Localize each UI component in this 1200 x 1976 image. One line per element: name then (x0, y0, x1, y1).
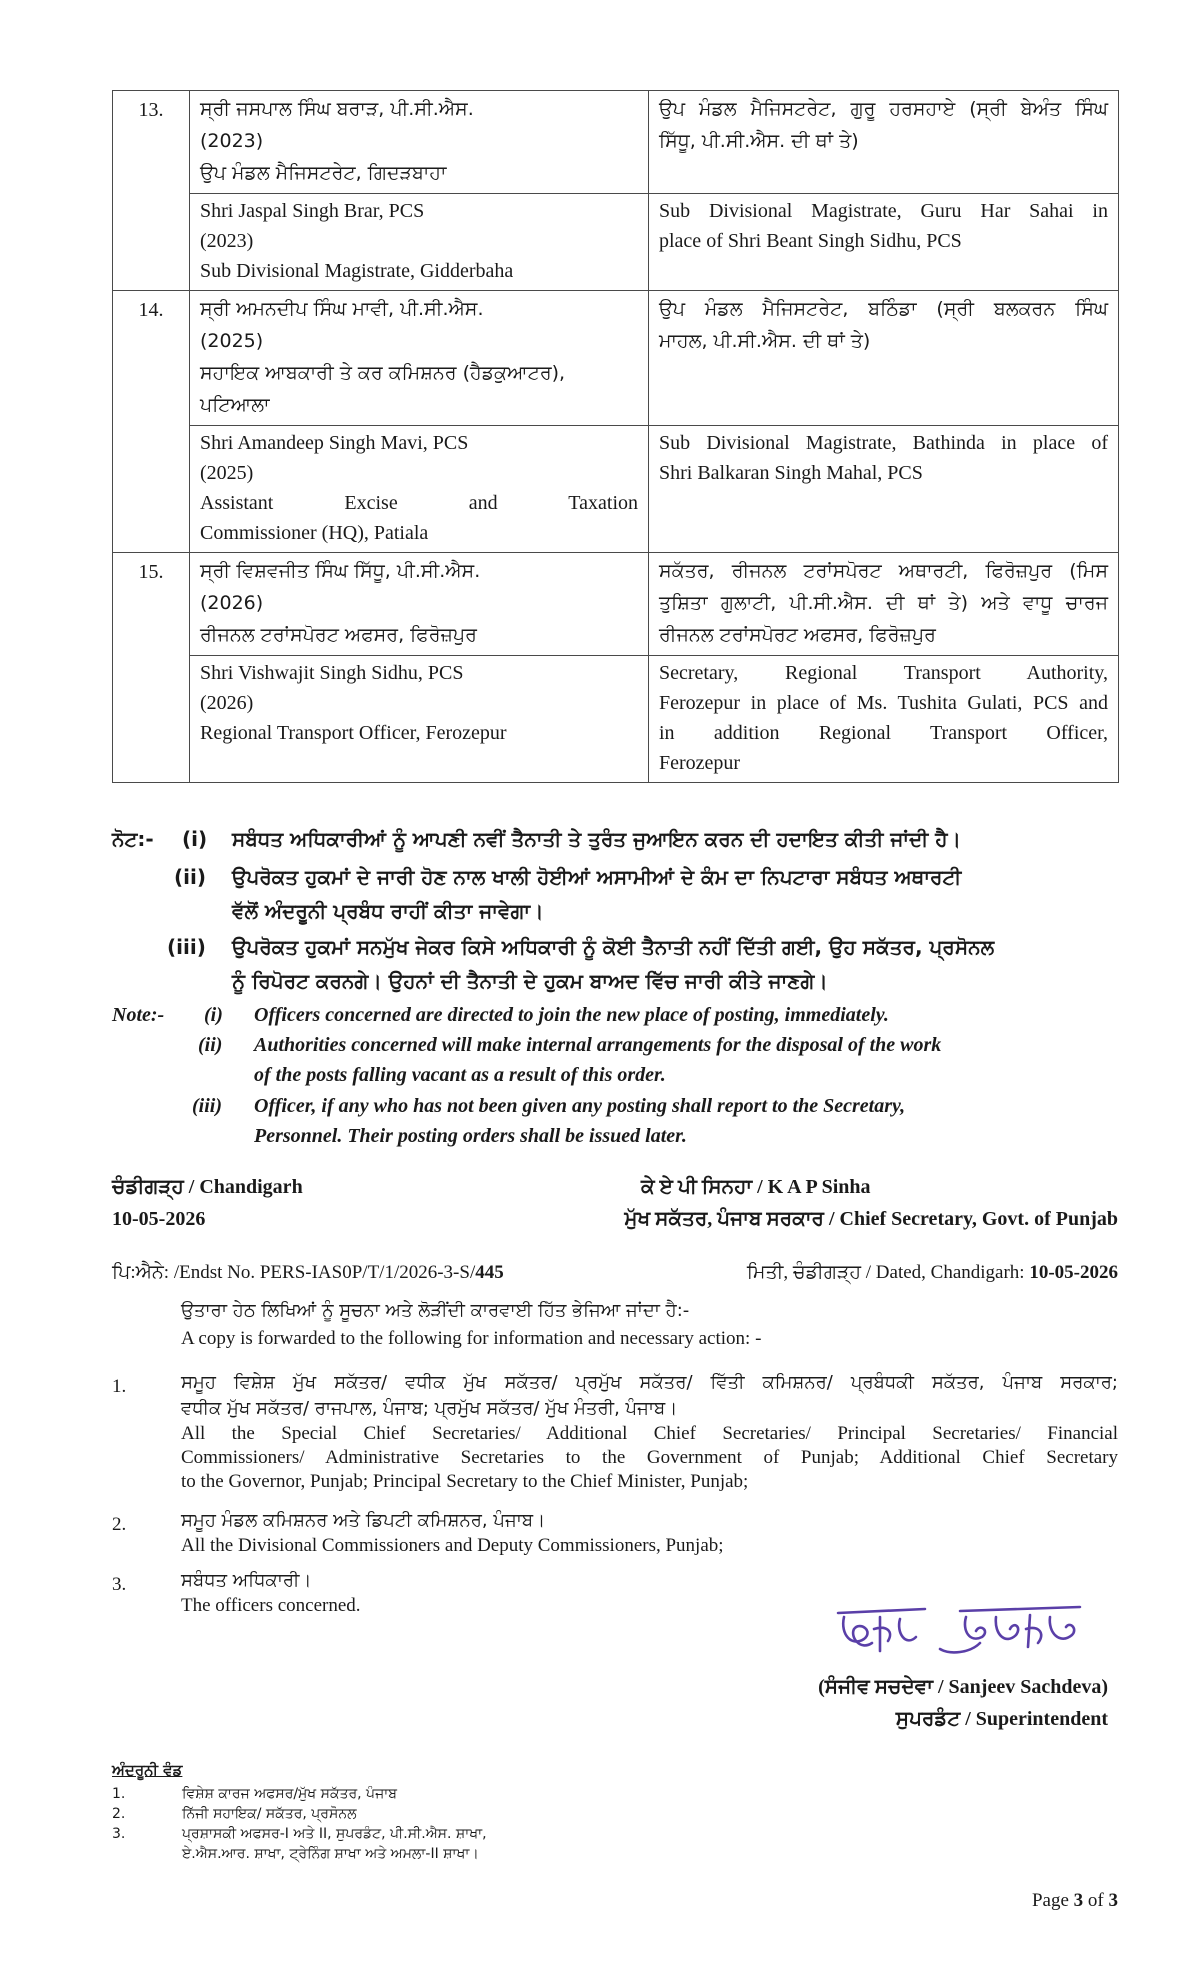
superintendent-designation: ਸੁਪਰਡੰਟ / Superintendent (895, 1708, 1108, 1730)
internal-item-number: 3. (112, 1826, 126, 1842)
text-line: Regional Transport Officer, Ferozepur (200, 722, 507, 744)
recipient-item (181, 1370, 1118, 1494)
note-number: (ii) (174, 865, 206, 889)
note-label: ਨੋਟ:- (112, 827, 154, 851)
notes-punjabi (112, 822, 1118, 992)
internal-item-text: ਵਿਸ਼ੇਸ਼ ਕਾਰਜ ਅਫਸਰ/ਮੁੱਖ ਸਕੱਤਰ, ਪੰਜਾਬ (182, 1786, 397, 1802)
recipient-number: 3. (112, 1574, 127, 1595)
note-text: of the posts falling vacant as a result of this order. (254, 1064, 666, 1086)
new-posting-punjabi (649, 553, 1119, 656)
text-line: Shri Jaspal Singh Brar, PCS (200, 200, 425, 222)
officer-name-english (190, 426, 649, 553)
note-number: (ii) (198, 1034, 223, 1056)
new-posting-punjabi (649, 291, 1119, 426)
page-number: Page 3 of 3 (1031, 1890, 1118, 1911)
officer-name-punjabi (190, 553, 649, 656)
text-line: ਤੁਸ਼ਿਤਾ ਗੁਲਾਟੀ, ਪੀ.ਸੀ.ਐਸ. ਦੀ ਥਾਂ ਤੇ) ਅਤੇ ਵਾਧੂ ਚਾਰਜ (659, 592, 1108, 614)
posting-serial-number: 15. (113, 553, 190, 783)
recipient-punjabi-line: ਸਮੂਹ ਵਿਸ਼ੇਸ਼ ਮੁੱਖ ਸਕੱਤਰ/ ਵਧੀਕ ਮੁੱਖ ਸਕੱਤਰ/ ਪ੍ਰਮੁੱਖ ਸਕੱਤਰ/ ਵਿੱਤੀ ਕਮਿਸ਼ਨਰ/ ਪ੍ਰਬੰਧਕੀ ਸਕੱਤਰ, ਪੰਜਾਬ ਸਰਕਾਰ; (181, 1372, 1118, 1393)
recipient-english-line: All the Divisional Commissioners and Deputy Commissioners, Punjab; (181, 1535, 724, 1556)
text-line: ਉਪ ਮੰਡਲ ਮੈਜਿਸਟਰੇਟ, ਬਠਿੰਡਾ (ਸ੍ਰੀ ਬਲਕਰਨ ਸਿੰਘ (659, 298, 1108, 320)
officer-name-punjabi (190, 291, 649, 426)
note-text: ਸਬੰਧਤ ਅਧਿਕਾਰੀਆਂ ਨੂੰ ਆਪਣੀ ਨਵੀਂ ਤੈਨਾਤੀ ਤੇ ਤੁਰੰਤ ਜੁਆਇਨ ਕਰਨ ਦੀ ਹਦਾਇਤ ਕੀਤੀ ਜਾਂਦੀ ਹੈ। (232, 827, 962, 851)
recipient-number: 1. (112, 1376, 127, 1397)
internal-item-text: ਪ੍ਰਸ਼ਾਸਕੀ ਅਫਸਰ-I ਅਤੇ II, ਸੁਪਰਡੰਟ, ਪੀ.ਸੀ.ਐਸ. ਸ਼ਾਖਾ, (182, 1826, 487, 1842)
endorsement-date: ਮਿਤੀ, ਚੰਡੀਗੜ੍ਹ / Dated, Chandigarh: 10-05-2026 (746, 1262, 1118, 1283)
forward-punjabi: ਉਤਾਰਾ ਹੇਠ ਲਿਖਿਆਂ ਨੂੰ ਸੂਚਨਾ ਅਤੇ ਲੋੜੀਂਦੀ ਕਾਰਵਾਈ ਹਿੱਤ ਭੇਜਿਆ ਜਾਂਦਾ ਹੈ:- (181, 1300, 690, 1321)
text-line: place of Shri Beant Singh Sidhu, PCS (659, 230, 962, 252)
text-line: ਸ੍ਰੀ ਵਿਸ਼ਵਜੀਤ ਸਿੰਘ ਸਿੱਧੂ, ਪੀ.ਸੀ.ਐਸ. (200, 560, 481, 582)
posting-row-english (113, 194, 1119, 291)
text-line: ਪਟਿਆਲਾ (200, 394, 270, 416)
text-line: Sub Divisional Magistrate, Guru Har Sahai in (659, 200, 1108, 222)
signoff-date: 10-05-2026 (112, 1208, 206, 1230)
signoff-designation: ਮੁੱਖ ਸਕੱਤਰ, ਪੰਜਾਬ ਸਰਕਾਰ / Chief Secretary, Govt. of Punjab (624, 1208, 1118, 1230)
note-text: ਉਪਰੋਕਤ ਹੁਕਮਾਂ ਦੇ ਜਾਰੀ ਹੋਣ ਨਾਲ ਖਾਲੀ ਹੋਈਆਂ ਅਸਾਮੀਆਂ ਦੇ ਕੰਮ ਦਾ ਨਿਪਟਾਰਾ ਸਬੰਧਤ ਅਥਾਰਟੀ (232, 865, 962, 889)
note-number: (i) (204, 1004, 223, 1026)
text-line: ਸਹਾਇਕ ਆਬਕਾਰੀ ਤੇ ਕਰ ਕਮਿਸ਼ਨਰ (ਹੈਡਕੁਆਟਰ), (200, 362, 566, 384)
internal-distribution-item (112, 1784, 712, 1804)
postings-table (112, 90, 1119, 783)
posting-serial-number: 14. (113, 291, 190, 553)
text-line: Shri Balkaran Singh Mahal, PCS (659, 462, 923, 484)
new-posting-english (649, 194, 1119, 291)
endorsement-number: ਪਿ:ਐਨੇ: /Endst No. PERS-IAS0P/T/1/2026-3-S/445 (112, 1262, 504, 1283)
posting-row-punjabi (113, 553, 1119, 656)
recipient-item (181, 1508, 1118, 1558)
note-label: Note:- (112, 1004, 165, 1026)
text-line: in addition Regional Transport Officer, (659, 722, 1108, 744)
posting-row-punjabi (113, 291, 1119, 426)
new-posting-english (649, 426, 1119, 553)
posting-serial-number: 13. (113, 91, 190, 291)
new-posting-punjabi (649, 91, 1119, 194)
text-line: ਸ੍ਰੀ ਜਸਪਾਲ ਸਿੰਘ ਬਰਾੜ, ਪੀ.ਸੀ.ਐਸ. (200, 98, 474, 120)
text-line: (2026) (200, 592, 264, 614)
text-line: ਸਕੱਤਰ, ਰੀਜਨਲ ਟਰਾਂਸਪੋਰਟ ਅਥਾਰਟੀ, ਫਿਰੋਜ਼ਪੁਰ (ਮਿਸ (659, 560, 1108, 582)
internal-distribution-heading: ਅੰਦਰੂਨੀ ਵੰਡ (112, 1761, 183, 1779)
text-line: (2023) (200, 230, 254, 252)
text-line: ਉਪ ਮੰਡਲ ਮੈਜਿਸਟਰੇਟ, ਗਿਦੜਬਾਹਾ (200, 162, 447, 184)
note-number: (iii) (192, 1095, 222, 1117)
text-line: ਰੀਜਨਲ ਟਰਾਂਸਪੋਰਟ ਅਫਸਰ, ਫਿਰੋਜ਼ਪੁਰ (200, 624, 477, 646)
posting-row-english (113, 426, 1119, 553)
postings-body (113, 91, 1119, 783)
officer-name-english (190, 194, 649, 291)
note-text: Officers concerned are directed to join the new place of posting, immediately. (254, 1004, 889, 1026)
text-line: ਸਿੱਧੂ, ਪੀ.ਸੀ.ਐਸ. ਦੀ ਥਾਂ ਤੇ) (659, 130, 859, 152)
recipient-number: 2. (112, 1514, 127, 1535)
internal-distribution (112, 1760, 712, 1864)
text-line: Assistant Excise and Taxation (200, 492, 638, 514)
internal-distribution-item (112, 1824, 712, 1844)
officer-name-punjabi (190, 91, 649, 194)
recipient-english-line: Commissioners/ Administrative Secretaries to the Government of Punjab; Additional Chief Secretary (181, 1447, 1118, 1468)
posting-row-punjabi (113, 91, 1119, 194)
note-number: (i) (182, 827, 208, 851)
recipient-punjabi-line: ਸਮੂਹ ਮੰਡਲ ਕਮਿਸ਼ਨਰ ਅਤੇ ਡਿਪਟੀ ਕਮਿਸ਼ਨਰ, ਪੰਜਾਬ। (181, 1510, 546, 1531)
signoff-place: ਚੰਡੀਗੜ੍ਹ / Chandigarh (112, 1176, 303, 1198)
text-line: Ferozepur (659, 752, 741, 774)
handwritten-signature-icon (830, 1595, 1090, 1665)
internal-item-number: 1. (112, 1786, 126, 1802)
internal-item-text: ਨਿੱਜੀ ਸਹਾਇਕ/ ਸਕੱਤਰ, ਪ੍ਰਸੋਨਲ (182, 1806, 357, 1822)
recipient-english-line: All the Special Chief Secretaries/ Additional Chief Secretaries/ Principal Secretaries/ Financial (181, 1423, 1118, 1444)
internal-distribution-item (112, 1804, 712, 1824)
text-line: Ferozepur in place of Ms. Tushita Gulati, PCS and (659, 692, 1108, 714)
note-text: Personnel. Their posting orders shall be issued later. (254, 1125, 687, 1147)
posting-row-english (113, 656, 1119, 783)
text-line: Sub Divisional Magistrate, Bathinda in place of (659, 432, 1108, 454)
text-line: ਮਾਹਲ, ਪੀ.ਸੀ.ਐਸ. ਦੀ ਥਾਂ ਤੇ) (659, 330, 871, 352)
text-line: Commissioner (HQ), Patiala (200, 522, 429, 544)
internal-distribution-item (112, 1844, 712, 1864)
signoff-name: ਕੇ ਏ ਪੀ ਸਿਨਹਾ / K A P Sinha (641, 1176, 871, 1198)
text-line: (2023) (200, 130, 264, 152)
recipient-english-line: to the Governor, Punjab; Principal Secretary to the Chief Minister, Punjab; (181, 1471, 749, 1492)
officer-name-english (190, 656, 649, 783)
text-line: ਉਪ ਮੰਡਲ ਮੈਜਿਸਟਰੇਟ, ਗੁਰੂ ਹਰਸਹਾਏ (ਸ੍ਰੀ ਬੇਅੰਤ ਸਿੰਘ (659, 98, 1108, 120)
recipient-english-line: The officers concerned. (181, 1595, 361, 1616)
notes-english (112, 1000, 1118, 1150)
new-posting-english (649, 656, 1119, 783)
note-text: Officer, if any who has not been given any posting shall report to the Secretary, (254, 1095, 906, 1117)
note-text: Authorities concerned will make internal arrangements for the disposal of the work (254, 1034, 942, 1056)
text-line: Shri Vishwajit Singh Sidhu, PCS (200, 662, 464, 684)
text-line: Shri Amandeep Singh Mavi, PCS (200, 432, 469, 454)
text-line: ਰੀਜਨਲ ਟਰਾਂਸਪੋਰਟ ਅਫਸਰ, ਫਿਰੋਜ਼ਪੁਰ (659, 624, 936, 646)
recipient-punjabi-line: ਸਬੰਧਤ ਅਧਿਕਾਰੀ। (181, 1570, 312, 1591)
text-line: Sub Divisional Magistrate, Gidderbaha (200, 260, 514, 282)
internal-item-text: ਏ.ਐਸ.ਆਰ. ਸ਼ਾਖਾ, ਟ੍ਰੇਨਿੰਗ ਸ਼ਾਖਾ ਅਤੇ ਅਮਲਾ-II ਸ਼ਾਖਾ। (182, 1846, 479, 1862)
note-text: ਉਪਰੋਕਤ ਹੁਕਮਾਂ ਸਨਮੁੱਖ ਜੇਕਰ ਕਿਸੇ ਅਧਿਕਾਰੀ ਨੂੰ ਕੋਈ ਤੈਨਾਤੀ ਨਹੀਂ ਦਿੱਤੀ ਗਈ, ਉਹ ਸਕੱਤਰ, ਪ੍ਰਸੋਨਲ (232, 935, 995, 959)
text-line: (2025) (200, 462, 254, 484)
internal-item-number: 2. (112, 1806, 126, 1822)
forward-english: A copy is forwarded to the following for information and necessary action: - (181, 1328, 762, 1349)
text-line: (2026) (200, 692, 254, 714)
internal-distribution-items (112, 1784, 712, 1864)
text-line: Secretary, Regional Transport Authority, (659, 662, 1108, 684)
text-line: (2025) (200, 330, 264, 352)
superintendent-name: (ਸੰਜੀਵ ਸਚਦੇਵਾ / Sanjeev Sachdeva) (818, 1676, 1108, 1698)
endorsement-line (112, 1262, 1118, 1284)
recipient-punjabi-line: ਵਧੀਕ ਮੁੱਖ ਸਕੱਤਰ/ ਰਾਜਪਾਲ, ਪੰਜਾਬ; ਪ੍ਰਮੁੱਖ ਸਕੱਤਰ/ ਮੁੱਖ ਮੰਤਰੀ, ਪੰਜਾਬ। (181, 1398, 678, 1419)
note-text: ਵੱਲੋਂ ਅੰਦਰੂਨੀ ਪ੍ਰਬੰਧ ਰਾਹੀਂ ਕੀਤਾ ਜਾਵੇਗਾ। (232, 899, 544, 923)
note-number: (iii) (167, 935, 206, 959)
note-text: ਨੂੰ ਰਿਪੋਰਟ ਕਰਨਗੇ। ਉਹਨਾਂ ਦੀ ਤੈਨਾਤੀ ਦੇ ਹੁਕਮ ਬਾਅਦ ਵਿੱਚ ਜਾਰੀ ਕੀਤੇ ਜਾਣਗੇ। (232, 969, 828, 993)
text-line: ਸ੍ਰੀ ਅਮਨਦੀਪ ਸਿੰਘ ਮਾਵੀ, ਪੀ.ਸੀ.ਐਸ. (200, 298, 484, 320)
